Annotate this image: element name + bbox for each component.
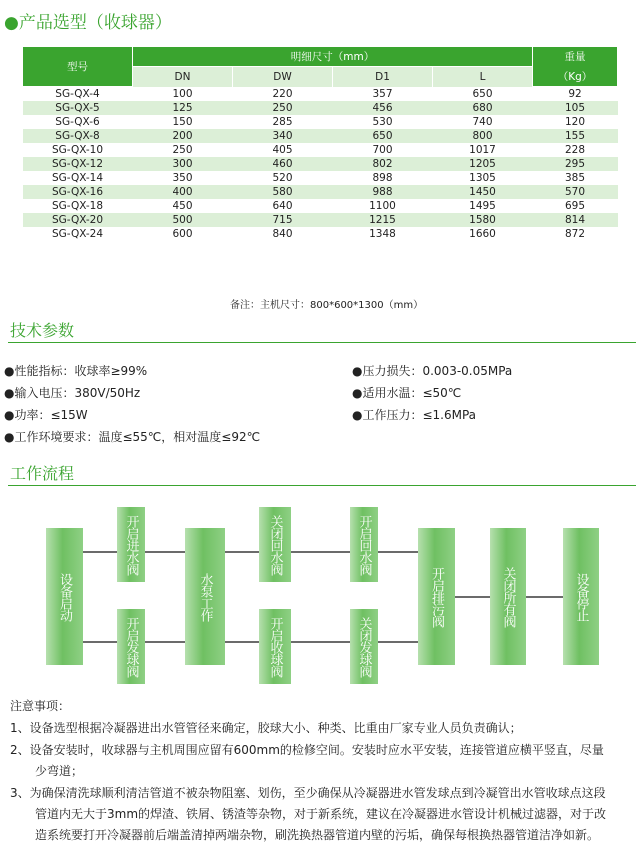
weight-unit-header: （Kg） <box>533 67 618 87</box>
weight-header: 重量 <box>533 47 618 67</box>
l-cell: 800 <box>472 129 493 142</box>
dw-cell: 250 <box>272 101 293 114</box>
l-cell: 1580 <box>469 213 496 226</box>
table-row <box>23 227 618 241</box>
table-row <box>23 101 618 115</box>
param-water-temp: ●适用水温：≤50℃ <box>352 386 462 400</box>
flow-step-close-all <box>490 528 526 665</box>
weight-cell: 695 <box>565 199 586 212</box>
weight-cell: 570 <box>565 185 586 198</box>
l-cell: 1305 <box>469 171 496 184</box>
table-row <box>23 143 618 157</box>
note-line: 3、为确保清洗球顺利清洁管道不被杂物阻塞、划伤，至少确保从冷凝器进水管发球点到冷凝管出水管收球点这段 <box>10 786 606 800</box>
table-row <box>23 157 618 171</box>
model-cell: SG-QX-4 <box>55 87 100 100</box>
spec-table-body <box>23 87 618 241</box>
l-cell: 1017 <box>469 143 496 156</box>
l-cell: 1205 <box>469 157 496 170</box>
table-row <box>23 129 618 143</box>
param-environment: ●工作环境要求：温度≤55℃，相对温度≤92℃ <box>4 430 261 444</box>
flow-step-label: 设备启动 <box>57 572 72 621</box>
d1-cell: 988 <box>372 185 393 198</box>
param-voltage: ●输入电压：380V/50Hz <box>4 386 141 400</box>
col-dn-header: DN <box>133 67 233 87</box>
weight-cell: 295 <box>565 157 586 170</box>
d1-cell: 1348 <box>369 227 396 240</box>
flow-step-close-launch <box>350 609 378 684</box>
dn-cell: 300 <box>172 157 193 170</box>
dn-cell: 500 <box>172 213 193 226</box>
product-selection-title: ●产品选型（收球器） <box>4 13 172 33</box>
col-l-header: L <box>433 67 533 87</box>
dw-cell: 285 <box>272 115 293 128</box>
dn-cell: 350 <box>172 171 193 184</box>
dn-cell: 250 <box>172 143 193 156</box>
dn-cell: 150 <box>172 115 193 128</box>
note-line: 管道内无大于3mm的焊渣、铁屑、锈渣等杂物，对于新系统，建议在冷凝器进水管设计机械过滤器，对于改 <box>35 807 607 821</box>
dw-cell: 715 <box>272 213 293 226</box>
flow-divider <box>8 485 636 486</box>
dn-cell: 125 <box>172 101 193 114</box>
flow-step-label: 开启回水阀 <box>356 514 372 575</box>
model-cell: SG-QX-8 <box>55 129 100 142</box>
weight-cell: 120 <box>565 115 586 128</box>
dw-cell: 840 <box>272 227 293 240</box>
tech-heading: 技术参数 <box>10 321 75 340</box>
dw-cell: 340 <box>272 129 293 142</box>
dimension-group-header: 明细尺寸（mm） <box>133 47 533 67</box>
d1-cell: 802 <box>372 157 393 170</box>
l-cell: 1450 <box>469 185 496 198</box>
model-cell: SG-QX-5 <box>55 101 100 114</box>
l-cell: 740 <box>472 115 493 128</box>
param-power: ●功率：≤15W <box>4 408 88 422</box>
flow-step-label: 开启排污阀 <box>429 566 444 627</box>
col-d1-header: D1 <box>333 67 433 87</box>
note-line: 1、设备选型根据冷凝器进出水管管径来确定，胶球大小、种类、比重由厂家专业人员负责确认； <box>10 721 522 735</box>
model-cell: SG-QX-18 <box>51 199 104 212</box>
flow-step-open-return <box>350 507 378 582</box>
dw-cell: 405 <box>272 143 293 156</box>
dw-cell: 580 <box>272 185 293 198</box>
flow-step-open-launch <box>117 609 145 684</box>
note-line: 少弯道； <box>35 764 84 778</box>
flow-step-open-receive <box>259 609 291 684</box>
d1-cell: 700 <box>372 143 393 156</box>
weight-cell: 872 <box>565 227 586 240</box>
flow-step-start <box>46 528 83 665</box>
table-row <box>23 87 618 101</box>
flow-step-pump <box>185 528 225 665</box>
weight-cell: 92 <box>568 87 582 100</box>
l-cell: 650 <box>472 87 493 100</box>
note-line: 2、设备安装时，收球器与主机周围应留有600mm的检修空间。安装时应水平安装，连接管道应横平竖直，尽量 <box>10 743 604 757</box>
dw-cell: 220 <box>272 87 293 100</box>
weight-cell: 155 <box>565 129 586 142</box>
dn-cell: 400 <box>172 185 193 198</box>
d1-cell: 1215 <box>369 213 396 226</box>
table-row <box>23 185 618 199</box>
weight-cell: 814 <box>565 213 586 226</box>
weight-cell: 105 <box>565 101 586 114</box>
dn-cell: 200 <box>172 129 193 142</box>
flow-step-label: 关闭回水阀 <box>267 514 283 575</box>
flow-step-label: 开启进水阀 <box>123 514 139 575</box>
d1-cell: 650 <box>372 129 393 142</box>
d1-cell: 1100 <box>369 199 396 212</box>
dw-cell: 640 <box>272 199 293 212</box>
l-cell: 680 <box>472 101 493 114</box>
d1-cell: 357 <box>372 87 393 100</box>
dn-cell: 450 <box>172 199 193 212</box>
dw-cell: 520 <box>272 171 293 184</box>
flow-step-label: 开启发球阀 <box>123 616 139 677</box>
d1-cell: 456 <box>372 101 393 114</box>
model-cell: SG-QX-24 <box>51 227 104 240</box>
dn-cell: 100 <box>172 87 193 100</box>
table-row <box>23 171 618 185</box>
model-cell: SG-QX-12 <box>51 157 104 170</box>
param-pressure-loss: ●压力损失：0.003-0.05MPa <box>352 364 513 378</box>
flow-step-open-drain <box>418 528 455 665</box>
table-row <box>23 199 618 213</box>
flow-step-label: 关闭所有阀 <box>500 566 516 627</box>
weight-cell: 228 <box>565 143 586 156</box>
model-cell: SG-QX-6 <box>55 115 100 128</box>
flow-step-label: 设备停止 <box>573 572 589 621</box>
flow-step-close-return <box>259 507 291 582</box>
flow-step-open-inlet <box>117 507 145 582</box>
dw-cell: 460 <box>272 157 293 170</box>
model-cell: SG-QX-14 <box>51 171 104 184</box>
table-note: 备注：主机尺寸：800*600*1300（mm） <box>230 300 424 311</box>
tech-divider <box>8 342 636 343</box>
table-row <box>23 213 618 227</box>
flow-step-stop <box>563 528 599 665</box>
l-cell: 1495 <box>469 199 496 212</box>
spec-table <box>22 46 618 241</box>
col-model-header: 型号 <box>23 47 133 87</box>
flow-step-label: 水泵工作 <box>197 572 213 621</box>
param-efficiency: ●性能指标：收球率≥99% <box>4 364 148 378</box>
note-line: 造系统要打开冷凝器前后端盖清掉两端杂物，刷洗换热器管道内壁的污垢，确保每根换热器管道洁净如新。 <box>35 828 600 842</box>
notes-heading: 注意事项： <box>10 699 71 713</box>
model-cell: SG-QX-10 <box>51 143 104 156</box>
col-dw-header: DW <box>233 67 333 87</box>
flow-step-label: 关闭发球阀 <box>356 616 372 677</box>
model-cell: SG-QX-16 <box>51 185 104 198</box>
flow-heading: 工作流程 <box>10 464 75 483</box>
l-cell: 1660 <box>469 227 496 240</box>
model-cell: SG-QX-20 <box>51 213 104 226</box>
param-working-pressure: ●工作压力：≤1.6MPa <box>352 408 477 422</box>
dn-cell: 600 <box>172 227 193 240</box>
d1-cell: 530 <box>372 115 393 128</box>
weight-cell: 385 <box>565 171 586 184</box>
flow-step-label: 开启收球阀 <box>267 616 283 677</box>
table-row <box>23 115 618 129</box>
d1-cell: 898 <box>372 171 393 184</box>
